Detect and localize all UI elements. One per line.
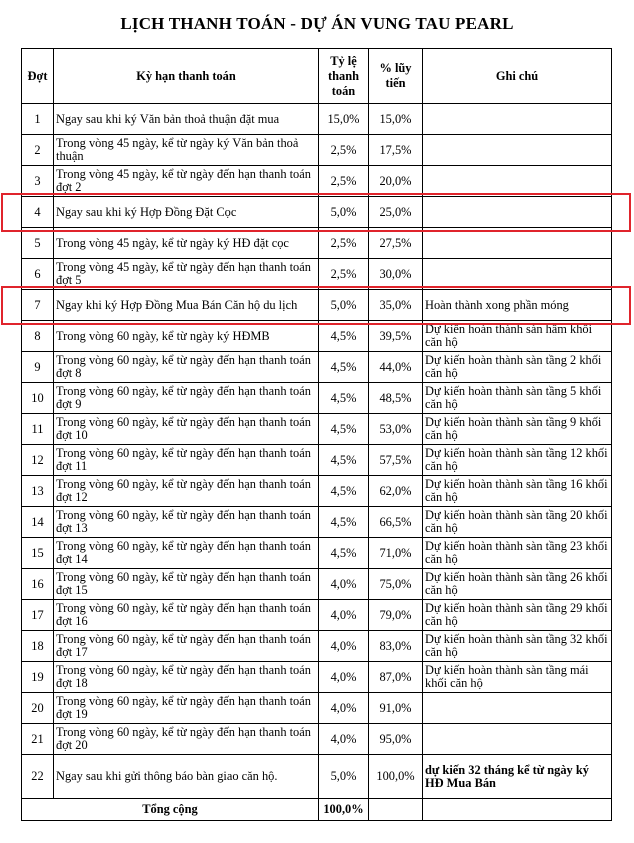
row-term-text: Trong vòng 45 ngày, kể từ ngày đến hạn thanh toán đợt 5 (56, 261, 311, 287)
row-term-text: Trong vòng 60 ngày, kể từ ngày đến hạn thanh toán đợt 11 (56, 447, 311, 473)
row-term (54, 383, 319, 414)
row-note (423, 321, 612, 352)
table-row (22, 724, 612, 755)
row-rate (319, 507, 369, 538)
table-row (22, 600, 612, 631)
row-rate (319, 228, 369, 259)
table-row (22, 352, 612, 383)
row-dot-text: 6 (34, 267, 41, 281)
row-cumulative (369, 445, 423, 476)
row-dot-text: 9 (34, 360, 41, 374)
row-dot-text: 21 (31, 732, 44, 746)
row-cumulative-text: 87,0% (379, 670, 412, 684)
row-dot-text: 3 (34, 174, 41, 188)
table-row (22, 104, 612, 135)
row-term (54, 135, 319, 166)
row-rate-text: 2,5% (330, 143, 357, 157)
row-note-text: Dự kiến hoàn thành sàn tầng 2 khối căn hộ (425, 354, 602, 380)
row-term-text: Trong vòng 60 ngày, kể từ ngày ký HĐMB (56, 329, 270, 343)
row-note-text: Dự kiến hoàn thành sàn tầng 29 khối căn hộ (425, 602, 608, 628)
row-rate (319, 662, 369, 693)
row-rate-text: 4,5% (330, 329, 357, 343)
row-cumulative-text: 75,0% (379, 577, 412, 591)
row-cumulative (369, 135, 423, 166)
row-dot (22, 321, 54, 352)
row-term (54, 321, 319, 352)
row-dot (22, 104, 54, 135)
row-dot-text: 11 (31, 422, 44, 436)
row-term (54, 600, 319, 631)
row-rate (319, 600, 369, 631)
row-term-text: Trong vòng 60 ngày, kể từ ngày đến hạn thanh toán đợt 14 (56, 540, 311, 566)
row-cumulative (369, 600, 423, 631)
row-rate-text: 4,5% (330, 453, 357, 467)
row-cumulative (369, 631, 423, 662)
table-row (22, 228, 612, 259)
row-term-text: Trong vòng 60 ngày, kể từ ngày đến hạn thanh toán đợt 8 (56, 354, 311, 380)
row-dot (22, 445, 54, 476)
row-cumulative (369, 383, 423, 414)
row-term-text: Trong vòng 45 ngày, kể từ ngày đến hạn thanh toán đợt 2 (56, 168, 311, 194)
row-term-text: Ngay sau khi ký Hợp Đồng Đặt Cọc (56, 205, 237, 219)
row-cumulative-text: 91,0% (379, 701, 412, 715)
row-cumulative (369, 259, 423, 290)
row-note-text: Hoàn thành xong phần móng (425, 298, 569, 312)
table-row (22, 538, 612, 569)
table-row (22, 693, 612, 724)
row-cumulative-text: 39,5% (379, 329, 412, 343)
row-cumulative-text: 83,0% (379, 639, 412, 653)
row-note (423, 662, 612, 693)
row-term (54, 569, 319, 600)
row-note (423, 166, 612, 197)
row-note (423, 476, 612, 507)
row-dot-text: 12 (31, 453, 44, 467)
row-term (54, 445, 319, 476)
row-term-text: Trong vòng 60 ngày, kể từ ngày đến hạn thanh toán đợt 20 (56, 726, 311, 752)
row-note (423, 569, 612, 600)
row-rate-text: 4,0% (330, 577, 357, 591)
row-rate (319, 724, 369, 755)
row-dot (22, 631, 54, 662)
row-term (54, 352, 319, 383)
row-rate-text: 2,5% (330, 236, 357, 250)
row-term (54, 724, 319, 755)
row-dot-text: 14 (31, 515, 44, 529)
table-row (22, 321, 612, 352)
row-note-text: Dự kiến hoàn thành sàn tầng 16 khối căn hộ (425, 478, 608, 504)
row-term-text: Trong vòng 60 ngày, kể từ ngày đến hạn thanh toán đợt 10 (56, 416, 311, 442)
table-row (22, 383, 612, 414)
row-term (54, 290, 319, 321)
row-rate-text: 4,5% (330, 422, 357, 436)
row-rate-text: 4,5% (330, 515, 357, 529)
row-term (54, 197, 319, 228)
row-cumulative (369, 724, 423, 755)
row-rate-text: 4,0% (330, 639, 357, 653)
row-dot-text: 5 (34, 236, 41, 250)
row-term (54, 662, 319, 693)
table-row (22, 662, 612, 693)
row-rate-text: 5,0% (330, 205, 357, 219)
row-dot (22, 662, 54, 693)
row-cumulative (369, 755, 423, 799)
row-cumulative-text: 20,0% (379, 174, 412, 188)
row-cumulative-text: 48,5% (379, 391, 412, 405)
row-note-text: Dự kiến hoàn thành sàn tầng mái khối căn hộ (425, 664, 589, 690)
row-dot (22, 228, 54, 259)
row-dot-text: 10 (31, 391, 44, 405)
row-dot-text: 2 (34, 143, 41, 157)
row-cumulative (369, 693, 423, 724)
table-row (22, 631, 612, 662)
row-note-text: Dự kiến hoàn thành sàn tầng 5 khối căn hộ (425, 385, 602, 411)
total-cumulative-empty (369, 799, 423, 821)
row-note (423, 538, 612, 569)
row-term (54, 228, 319, 259)
row-cumulative (369, 569, 423, 600)
row-cumulative (369, 166, 423, 197)
row-cumulative-text: 17,5% (379, 143, 412, 157)
row-rate (319, 693, 369, 724)
header-cumulative: % lũy tiến (369, 49, 423, 104)
row-cumulative-text: 25,0% (379, 205, 412, 219)
row-rate-text: 4,0% (330, 670, 357, 684)
table-row (22, 414, 612, 445)
row-dot-text: 1 (34, 112, 41, 126)
row-rate (319, 476, 369, 507)
row-dot (22, 569, 54, 600)
row-rate (319, 166, 369, 197)
row-cumulative-text: 66,5% (379, 515, 412, 529)
row-term-text: Trong vòng 60 ngày, kể từ ngày đến hạn thanh toán đợt 16 (56, 602, 311, 628)
row-dot-text: 19 (31, 670, 44, 684)
row-note-text: Dự kiến hoàn thành sàn tầng 26 khối căn hộ (425, 571, 608, 597)
row-note (423, 755, 612, 799)
row-note-text: Dự kiến hoàn thành sàn tầng 23 khối căn hộ (425, 540, 608, 566)
row-term (54, 414, 319, 445)
row-term-text: Trong vòng 60 ngày, kể từ ngày đến hạn thanh toán đợt 13 (56, 509, 311, 535)
row-dot-text: 4 (34, 205, 41, 219)
row-cumulative (369, 476, 423, 507)
row-cumulative (369, 538, 423, 569)
row-rate-text: 2,5% (330, 267, 357, 281)
row-rate-text: 4,5% (330, 360, 357, 374)
row-dot (22, 755, 54, 799)
row-dot-text: 16 (31, 577, 44, 591)
row-rate (319, 383, 369, 414)
row-dot-text: 15 (31, 546, 44, 560)
row-cumulative-text: 71,0% (379, 546, 412, 560)
row-note (423, 445, 612, 476)
row-note-text: Dự kiến hoàn thành sàn tầng 32 khối căn hộ (425, 633, 608, 659)
row-note (423, 259, 612, 290)
row-rate-text: 5,0% (330, 298, 357, 312)
row-dot (22, 507, 54, 538)
row-rate (319, 321, 369, 352)
row-dot (22, 197, 54, 228)
row-term-text: Ngay sau khi ký Văn bản thoả thuận đặt mua (56, 112, 280, 126)
row-dot-text: 18 (31, 639, 44, 653)
row-dot (22, 724, 54, 755)
row-dot (22, 352, 54, 383)
row-dot-text: 8 (34, 329, 41, 343)
table-row (22, 135, 612, 166)
table-row (22, 476, 612, 507)
row-cumulative (369, 352, 423, 383)
row-rate (319, 445, 369, 476)
row-term-text: Trong vòng 60 ngày, kể từ ngày đến hạn thanh toán đợt 18 (56, 664, 311, 690)
total-label: Tổng cộng (22, 799, 319, 821)
row-cumulative-text: 15,0% (379, 112, 412, 126)
row-dot (22, 166, 54, 197)
row-note (423, 228, 612, 259)
row-note (423, 631, 612, 662)
row-note (423, 507, 612, 538)
row-rate (319, 631, 369, 662)
row-dot-text: 20 (31, 701, 44, 715)
row-cumulative-text: 35,0% (379, 298, 412, 312)
row-rate-text: 4,0% (330, 732, 357, 746)
row-rate (319, 414, 369, 445)
header-term: Kỳ hạn thanh toán (54, 49, 319, 104)
row-dot-text: 13 (31, 484, 44, 498)
row-dot (22, 259, 54, 290)
row-note (423, 600, 612, 631)
header-rate: Tỷ lệ thanh toán (319, 49, 369, 104)
row-note (423, 104, 612, 135)
row-term (54, 507, 319, 538)
row-dot (22, 693, 54, 724)
row-cumulative-text: 100,0% (376, 770, 415, 783)
row-rate-text: 5,0% (330, 770, 357, 783)
row-term (54, 476, 319, 507)
row-rate-text: 15,0% (327, 112, 360, 126)
row-note (423, 135, 612, 166)
row-rate (319, 352, 369, 383)
row-cumulative (369, 321, 423, 352)
total-note-empty (423, 799, 612, 821)
table-row (22, 166, 612, 197)
table-row (22, 755, 612, 799)
table-row (22, 569, 612, 600)
row-rate-text: 4,5% (330, 391, 357, 405)
row-rate (319, 290, 369, 321)
row-dot (22, 383, 54, 414)
row-rate (319, 569, 369, 600)
row-rate-text: 2,5% (330, 174, 357, 188)
row-cumulative-text: 62,0% (379, 484, 412, 498)
total-row (22, 799, 612, 821)
row-cumulative-text: 95,0% (379, 732, 412, 746)
row-rate (319, 259, 369, 290)
row-cumulative (369, 662, 423, 693)
row-rate-text: 4,0% (330, 608, 357, 622)
row-dot-text: 22 (31, 770, 44, 783)
row-dot (22, 414, 54, 445)
row-rate-text: 4,5% (330, 546, 357, 560)
row-note (423, 290, 612, 321)
row-term-text: Trong vòng 60 ngày, kể từ ngày đến hạn thanh toán đợt 15 (56, 571, 311, 597)
row-note (423, 724, 612, 755)
row-rate (319, 104, 369, 135)
row-term (54, 693, 319, 724)
row-rate-text: 4,5% (330, 484, 357, 498)
row-dot-text: 7 (34, 298, 41, 312)
row-cumulative-text: 57,5% (379, 453, 412, 467)
table-row (22, 197, 612, 228)
row-note (423, 693, 612, 724)
row-rate (319, 538, 369, 569)
row-term (54, 755, 319, 799)
row-note-text: Dự kiến hoàn thành sàn hầm khối căn hộ (425, 323, 593, 349)
row-note-text: Dự kiến hoàn thành sàn tầng 12 khối căn hộ (425, 447, 608, 473)
row-cumulative-text: 27,5% (379, 236, 412, 250)
row-term (54, 538, 319, 569)
row-cumulative (369, 197, 423, 228)
header-note: Ghi chú (423, 49, 612, 104)
row-term-text: Trong vòng 60 ngày, kể từ ngày đến hạn thanh toán đợt 12 (56, 478, 311, 504)
row-term-text: Ngay khi ký Hợp Đồng Mua Bán Căn hộ du lịch (56, 298, 298, 312)
row-dot-text: 17 (31, 608, 44, 622)
row-rate (319, 135, 369, 166)
row-dot (22, 538, 54, 569)
row-term (54, 259, 319, 290)
row-term-text: Trong vòng 60 ngày, kể từ ngày đến hạn thanh toán đợt 19 (56, 695, 311, 721)
page-title: LỊCH THANH TOÁN - DỰ ÁN VUNG TAU PEARL (120, 14, 514, 33)
row-note (423, 197, 612, 228)
row-term-text: Trong vòng 60 ngày, kể từ ngày đến hạn thanh toán đợt 9 (56, 385, 311, 411)
row-term (54, 104, 319, 135)
row-term-text: Trong vòng 60 ngày, kể từ ngày đến hạn thanh toán đợt 17 (56, 633, 311, 659)
row-cumulative (369, 507, 423, 538)
row-dot (22, 476, 54, 507)
row-note (423, 352, 612, 383)
row-cumulative (369, 414, 423, 445)
table-row (22, 507, 612, 538)
row-note (423, 414, 612, 445)
row-rate (319, 197, 369, 228)
row-term-text: Trong vòng 45 ngày, kể từ ngày ký HĐ đặt cọc (56, 236, 289, 250)
row-cumulative (369, 290, 423, 321)
payment-schedule-table (21, 48, 612, 821)
row-term-text: Trong vòng 45 ngày, kể từ ngày ký Văn bản thoả thuận (56, 137, 299, 163)
row-rate-text: 4,0% (330, 701, 357, 715)
row-cumulative-text: 44,0% (379, 360, 412, 374)
row-note-text: dự kiến 32 tháng kể từ ngày ký HĐ Mua Bán (425, 763, 589, 790)
row-rate (319, 755, 369, 799)
row-cumulative-text: 53,0% (379, 422, 412, 436)
row-term-text: Ngay sau khi gửi thông báo bàn giao căn hộ. (56, 770, 278, 783)
row-note (423, 383, 612, 414)
row-cumulative-text: 30,0% (379, 267, 412, 281)
total-rate: 100,0% (319, 799, 369, 821)
row-cumulative (369, 104, 423, 135)
row-term (54, 631, 319, 662)
row-term (54, 166, 319, 197)
row-dot (22, 135, 54, 166)
table-row (22, 290, 612, 321)
table-row (22, 259, 612, 290)
row-dot (22, 600, 54, 631)
header-row (22, 49, 612, 104)
row-note-text: Dự kiến hoàn thành sàn tầng 9 khối căn hộ (425, 416, 602, 442)
row-cumulative (369, 228, 423, 259)
row-note-text: Dự kiến hoàn thành sàn tầng 20 khối căn hộ (425, 509, 608, 535)
table-row (22, 445, 612, 476)
header-dot: Đợt (22, 49, 54, 104)
row-cumulative-text: 79,0% (379, 608, 412, 622)
row-dot (22, 290, 54, 321)
